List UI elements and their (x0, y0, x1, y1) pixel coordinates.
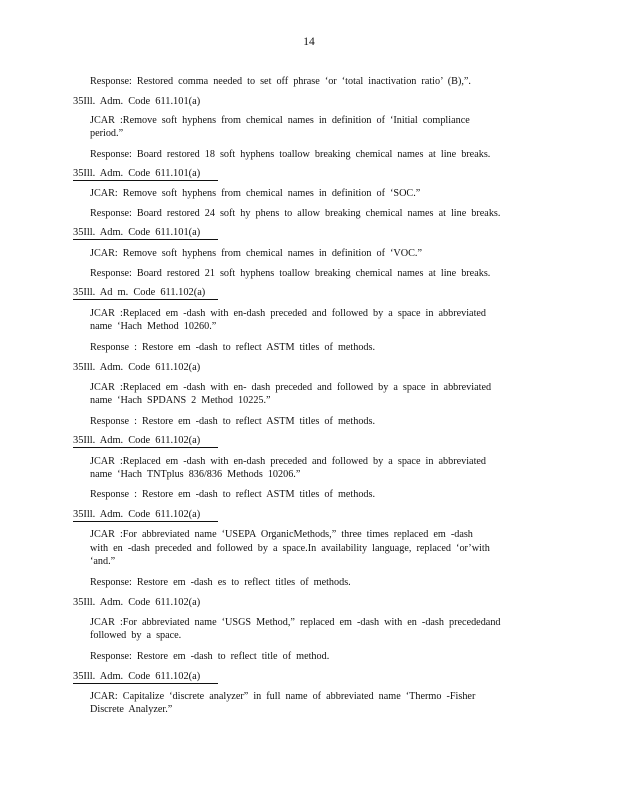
response-text: Response : Restore em -dash to reflect ASTM titles of methods. (90, 416, 376, 427)
response-text: Response: Restore em -dash es to reflect titles of methods. (90, 577, 351, 588)
response-text: Response : Restore em -dash to reflect ASTM titles of methods. (90, 342, 376, 353)
response-text: Response: Restored comma needed to set off phrase ‘or ‘total inactivation ratio’ (B),”. (90, 76, 471, 87)
citation-heading: 35Ill. Ad m. Code 611.102(a) (73, 286, 218, 300)
page-number: 14 (303, 36, 315, 48)
citation-heading: 35Ill. Adm. Code 611.101(a) (73, 167, 218, 181)
jcar-comment-line: JCAR :Replaced em -dash with en- dash preceded and followed by a space in abbreviated (90, 382, 492, 393)
response-text: Response: Restore em -dash to reflect title of method. (90, 651, 330, 662)
citation-heading: 35Ill. Adm. Code 611.102(a) (73, 434, 218, 448)
citation-heading: 35Ill. Adm. Code 611.102(a) (73, 508, 218, 522)
jcar-comment-line: name ‘Hach TNTplus 836/836 Methods 10206.” (90, 469, 301, 480)
jcar-comment-line: JCAR :Remove soft hyphens from chemical names in definition of ‘Initial compliance (90, 115, 470, 126)
jcar-comment-line: Discrete Analyzer.” (90, 704, 173, 715)
jcar-comment-line: ‘and.” (90, 556, 116, 567)
jcar-comment-line: period.” (90, 128, 124, 139)
jcar-comment-line: JCAR :For abbreviated name ‘USEPA OrganicMethods,” three times replaced em -dash (90, 529, 473, 540)
citation-heading: 35Ill. Adm. Code 611.101(a) (73, 226, 218, 240)
response-text: Response : Restore em -dash to reflect ASTM titles of methods. (90, 489, 376, 500)
citation-heading: 35Ill. Adm. Code 611.101(a) (73, 96, 201, 107)
response-text: Response: Board restored 21 soft hyphens toallow breaking chemical names at line breaks. (90, 268, 491, 279)
jcar-comment-line: name ‘Hach SPDANS 2 Method 10225.” (90, 395, 271, 406)
citation-heading: 35Ill. Adm. Code 611.102(a) (73, 362, 201, 373)
response-text: Response: Board restored 24 soft hy phens to allow breaking chemical names at line breaks. (90, 208, 501, 219)
jcar-comment-line: followed by a space. (90, 630, 182, 641)
jcar-comment-line: JCAR :For abbreviated name ‘USGS Method,” replaced em -dash with en -dash precededand (90, 617, 501, 628)
jcar-comment-line: JCAR :Replaced em -dash with en-dash preceded and followed by a space in abbreviated (90, 456, 487, 467)
jcar-comment-line: JCAR: Remove soft hyphens from chemical names in definition of ‘SOC.” (90, 188, 421, 199)
jcar-comment-line: JCAR: Remove soft hyphens from chemical names in definition of ‘VOC.” (90, 248, 422, 259)
jcar-comment-line: name ‘Hach Method 10260.” (90, 321, 217, 332)
jcar-comment-line: with en -dash preceded and followed by a space.In availability language, replaced ‘or’with (90, 543, 490, 554)
citation-heading: 35Ill. Adm. Code 611.102(a) (73, 597, 201, 608)
jcar-comment-line: JCAR: Capitalize ‘discrete analyzer” in full name of abbreviated name ‘Thermo -Fisher (90, 691, 476, 702)
jcar-comment-line: JCAR :Replaced em -dash with en-dash preceded and followed by a space in abbreviated (90, 308, 487, 319)
citation-heading: 35Ill. Adm. Code 611.102(a) (73, 670, 218, 684)
response-text: Response: Board restored 18 soft hyphens toallow breaking chemical names at line breaks. (90, 149, 491, 160)
